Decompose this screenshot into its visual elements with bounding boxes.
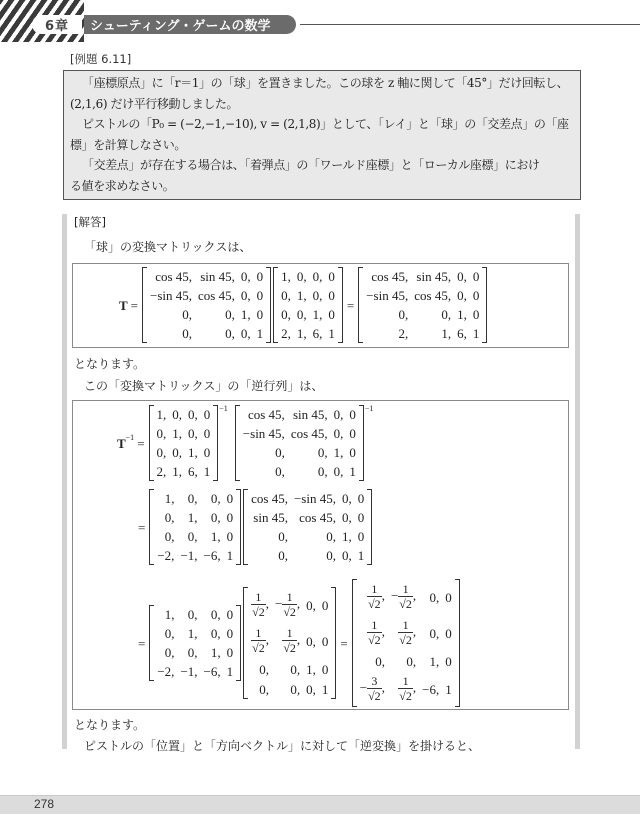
matrix-cell: 0,: [341, 510, 352, 525]
matrix: [142, 267, 271, 343]
matrix-row: [154, 462, 214, 481]
fraction: $\frac{3}{√2}$: [368, 674, 381, 703]
matrix-cell: 0: [256, 288, 264, 303]
matrix-cell: cos 45,: [414, 288, 452, 303]
matrix-cell: 0,: [278, 548, 288, 563]
matrix-row: [154, 643, 236, 662]
matrix-cell: 1,: [281, 269, 291, 284]
page-number: 278: [34, 797, 55, 811]
fraction: $\frac{1}{√2}$: [368, 582, 381, 611]
matrix-cell: 0,: [164, 645, 175, 660]
matrix-row: [154, 405, 214, 424]
matrix-row: [154, 546, 236, 565]
problem-text: 「座標原点」に「r＝1」の「球」を置きました。この球を z 軸に関して「45°」だけ回転し、: [82, 76, 569, 90]
matrix-cell: 0,: [187, 529, 198, 544]
matrix-cell: 0: [357, 491, 365, 506]
matrix-cell: 2,: [281, 326, 291, 341]
matrix-cell: 0: [349, 407, 356, 422]
equation-box-inverse: [72, 400, 569, 710]
problem-box: [63, 70, 581, 200]
matrix-row: [154, 489, 236, 508]
matrix-cell: −sin 45,: [366, 288, 409, 303]
header-rule: [300, 24, 640, 25]
matrix-cell: 1,: [187, 626, 198, 641]
matrix: [149, 489, 241, 565]
matrix-cell: 0: [472, 269, 480, 284]
equals-sign: =: [138, 635, 146, 651]
answer-label: [解答]: [74, 215, 106, 229]
matrix-cell: 0: [256, 307, 264, 322]
matrix-cell: 0: [328, 288, 335, 303]
matrix-row: [154, 605, 236, 624]
matrix-cell: 0: [328, 307, 335, 322]
matrix-cell: 0,: [281, 307, 291, 322]
matrix-cell: 0,: [317, 464, 328, 479]
matrix-cell: 0: [256, 269, 264, 284]
fraction: $\frac{1}{√2}$: [252, 626, 265, 655]
matrix-row: [240, 424, 359, 443]
matrix-cell: 0,: [275, 464, 285, 479]
matrix-cell: 0,: [326, 529, 336, 544]
matrix-cell: 1,: [312, 307, 323, 322]
matrix-cell: 0,: [398, 307, 409, 322]
equals-sign: =: [130, 297, 139, 313]
matrix-cell: 0,: [182, 326, 193, 341]
matrix-cell: 1,: [341, 529, 352, 544]
matrix-cell: 0,: [225, 307, 235, 322]
matrix-cell: 0,: [275, 445, 285, 460]
matrix-cell: −sin 45,: [242, 426, 285, 441]
matrix-cell: 0: [226, 510, 234, 525]
fraction: $\frac{1}{√2}$: [399, 582, 412, 611]
matrix-cell: 0,: [225, 326, 235, 341]
matrix-cell: 1,: [296, 288, 307, 303]
matrix-cell: 1,: [188, 445, 198, 460]
matrix-cell: 0,: [187, 645, 198, 660]
matrix-cell: sin 45,: [292, 407, 328, 422]
matrix-cell: 1: [226, 664, 234, 679]
matrix-cell: −1,: [180, 548, 198, 563]
matrix-cell: 1: [328, 326, 335, 341]
matrix-cell: 0: [357, 510, 365, 525]
matrix-cell: 0,: [281, 288, 291, 303]
answer-right-bar: [575, 214, 580, 749]
matrix-row: [154, 443, 214, 462]
matrix-cell: 0,: [296, 269, 307, 284]
matrix-cell: 0: [226, 626, 234, 641]
matrix-row: [248, 508, 367, 527]
matrix-row: [240, 443, 359, 462]
matrix-cell: 0,: [296, 307, 307, 322]
matrix: [358, 267, 487, 343]
matrix-cell: 0: [203, 407, 211, 422]
matrix-row: [363, 305, 482, 324]
matrix-cell: 0,: [164, 529, 175, 544]
matrix-cell: 0,: [457, 269, 467, 284]
matrix-cell: 1,: [210, 645, 221, 660]
matrix-cell: 6,: [188, 464, 198, 479]
problem-text: 「交差点」が存在する場合は、「着弾点」の「ワールド座標」と「ローカル座標」におけ: [82, 158, 540, 172]
matrix-cell: cos 45,: [247, 407, 285, 422]
matrix-cell: 0,: [240, 326, 251, 341]
matrix-row: [147, 267, 266, 286]
matrix-cell: 0,: [164, 510, 175, 525]
equals-sign: =: [340, 635, 348, 651]
matrix-cell: 0,: [164, 626, 175, 641]
answer-left-bar: [62, 214, 67, 749]
matrix-cell: −2,: [157, 548, 175, 563]
matrix-row: [248, 546, 367, 565]
matrix-row: [248, 527, 367, 546]
matrix-row: [363, 286, 482, 305]
matrix-cell: 0,: [333, 407, 344, 422]
matrix-cell: −2,: [157, 664, 175, 679]
matrix-cell: 0,: [326, 548, 336, 563]
matrix-cell: 0,: [312, 288, 323, 303]
problem-text: る値を求めなさい。: [70, 178, 175, 193]
matrix-cell: 1,: [240, 307, 251, 322]
answer-text: 「球」の変換マトリックスは、: [84, 240, 252, 254]
problem-text: ピストルの「P₀ = (−2,−1,−10), v = (2,1,8)」として、「レイ」と「球」の「交差点」の「座: [82, 117, 569, 131]
matrix-row: [240, 405, 359, 424]
matrix-row: [363, 324, 482, 343]
matrix-cell: 0: [472, 307, 480, 322]
matrix-cell: 0,: [156, 445, 167, 460]
matrix-cell: 1,: [156, 407, 167, 422]
matrix-cell: 0,: [172, 407, 183, 422]
matrix-cell: 1,: [210, 529, 221, 544]
matrix-cell: 6,: [457, 326, 467, 341]
matrix-cell: cos 45,: [251, 491, 288, 506]
problem-text: (2,1,6) だけ平行移動しました。: [70, 96, 239, 111]
matrix-cell: 0,: [156, 426, 167, 441]
chapter-number: 6章: [32, 15, 82, 34]
matrix-cell: 2,: [156, 464, 167, 479]
matrix-cell: −6,: [203, 664, 221, 679]
matrix-cell: 0: [226, 607, 234, 622]
matrix-row: [278, 324, 338, 343]
matrix-cell: 1,: [187, 510, 198, 525]
matrix-cell: 0,: [182, 307, 193, 322]
matrix-row: [154, 527, 236, 546]
fraction: $\frac{1}{√2}$: [368, 618, 381, 647]
matrix-row: [363, 267, 482, 286]
matrix-row: [278, 305, 338, 324]
matrix-cell: 1,: [164, 607, 175, 622]
matrix-cell: 0,: [333, 426, 344, 441]
matrix: [149, 405, 219, 481]
chapter-title: シューティング・ゲームの数学: [84, 15, 296, 34]
matrix-cell: 0,: [317, 445, 328, 460]
answer-text: となります。: [74, 357, 146, 371]
matrix-cell: 1: [256, 326, 264, 341]
fraction: $\frac{1}{√2}$: [283, 626, 296, 655]
matrix-cell: 0,: [441, 307, 452, 322]
matrix: [235, 405, 364, 481]
matrix-cell: 0,: [333, 464, 344, 479]
matrix-cell: 0,: [341, 491, 352, 506]
matrix-cell: cos 45,: [290, 426, 328, 441]
fraction: $\frac{1}{√2}$: [399, 674, 412, 703]
matrix-cell: 1,: [296, 326, 307, 341]
matrix-cell: 0: [203, 426, 211, 441]
inverse-superscript: −1: [125, 433, 135, 442]
matrix-cell: 1: [472, 326, 480, 341]
matrix-cell: 0,: [210, 491, 221, 506]
matrix-cell: cos 45,: [198, 288, 235, 303]
matrix-cell: 0: [226, 645, 234, 660]
matrix-cell: 1: [357, 548, 365, 563]
matrix-cell: 0,: [240, 288, 251, 303]
answer-text: ピストルの「位置」と「方向ベクトル」に対して「逆変換」を掛けると、: [84, 739, 481, 753]
matrix-cell: 1,: [164, 491, 175, 506]
matrix: [243, 489, 372, 565]
matrix-cell: 0: [349, 426, 356, 441]
answer-text: この「変換マトリックス」の「逆行列」は、: [84, 379, 324, 393]
matrix-cell: −sin 45,: [150, 288, 193, 303]
matrix-cell: cos 45,: [371, 269, 409, 284]
matrix-row: [240, 462, 359, 481]
matrix-row: [154, 662, 236, 681]
inverse-superscript: −1: [219, 404, 228, 413]
matrix: [273, 267, 343, 343]
matrix-cell: 1: [349, 464, 356, 479]
matrix-row: [154, 424, 214, 443]
matrix-cell: −1,: [180, 664, 198, 679]
matrix-symbol: T: [117, 435, 126, 451]
matrix-cell: 0,: [172, 445, 183, 460]
matrix-cell: sin 45,: [253, 510, 288, 525]
matrix-cell: 0,: [188, 407, 198, 422]
matrix-row: [147, 286, 266, 305]
matrix-cell: −6,: [203, 548, 221, 563]
matrix-cell: −sin 45,: [293, 491, 336, 506]
matrix: $\frac{1}{√2}$ , − $\frac{1}{√2}$ , 0, 0 $\frac{1}{√2}$ , $\frac{1}{√2}$ , 0, 0 0, 0, 1, 0 0, 0, 0, 1: [243, 587, 336, 699]
matrix-cell: 0: [226, 529, 234, 544]
matrix-cell: cos 45,: [299, 510, 336, 525]
matrix-cell: 0: [472, 288, 480, 303]
matrix-row: [147, 324, 266, 343]
matrix-cell: 1,: [441, 326, 452, 341]
matrix-cell: 0,: [210, 626, 221, 641]
matrix-row: [278, 286, 338, 305]
equals-sign: =: [346, 297, 355, 313]
matrix-cell: sin 45,: [200, 269, 235, 284]
equals-sign: =: [137, 435, 145, 451]
matrix-cell: 0: [203, 445, 211, 460]
matrix-cell: 0,: [187, 607, 198, 622]
matrix-cell: 1,: [172, 464, 183, 479]
fraction: $\frac{1}{√2}$: [252, 590, 265, 619]
answer-text: となります。: [74, 718, 146, 732]
matrix: $\frac{1}{√2}$ , − $\frac{1}{√2}$ , 0, 0 $\frac{1}{√2}$ , $\frac{1}{√2}$ , 0, 0 0, 0, 1, 0 − $\frac{3}{√2}$ , $\frac{1}{√2}$ , −6, 1: [352, 579, 460, 707]
matrix-cell: 1: [226, 548, 234, 563]
matrix-cell: 0,: [341, 548, 352, 563]
matrix-cell: 0,: [457, 288, 467, 303]
matrix-cell: 1,: [172, 426, 183, 441]
matrix-row: [278, 267, 338, 286]
matrix-cell: sin 45,: [416, 269, 452, 284]
matrix-cell: 1,: [457, 307, 467, 322]
matrix-cell: 0,: [210, 510, 221, 525]
matrix-cell: 6,: [312, 326, 323, 341]
inverse-superscript: −1: [364, 404, 374, 413]
matrix-cell: 1,: [333, 445, 344, 460]
matrix-symbol: T: [119, 297, 128, 313]
matrix-cell: 0: [328, 269, 335, 284]
matrix-cell: 0: [357, 529, 365, 544]
matrix-row: [154, 624, 236, 643]
matrix-cell: 0,: [278, 529, 288, 544]
matrix-cell: 0: [226, 491, 234, 506]
matrix-cell: 0,: [187, 491, 198, 506]
matrix-cell: 0,: [240, 269, 251, 284]
problem-text: 標」を計算しなさい。: [70, 137, 187, 152]
matrix-cell: 0,: [188, 426, 198, 441]
equals-sign: =: [138, 519, 146, 535]
equation-box-transform: [72, 263, 569, 348]
example-label: [例題 6.11]: [70, 52, 132, 66]
fraction: $\frac{1}{√2}$: [399, 618, 412, 647]
matrix-row: [248, 489, 367, 508]
matrix-row: [154, 508, 236, 527]
fraction: $\frac{1}{√2}$: [283, 590, 296, 619]
matrix-cell: 2,: [398, 326, 409, 341]
matrix-cell: 1: [203, 464, 211, 479]
matrix-row: [147, 305, 266, 324]
matrix: [149, 605, 241, 681]
matrix-cell: 0: [349, 445, 356, 460]
matrix-cell: 0,: [210, 607, 221, 622]
matrix-cell: cos 45,: [155, 269, 193, 284]
footer-bar: [0, 795, 640, 814]
matrix-cell: 0,: [312, 269, 323, 284]
